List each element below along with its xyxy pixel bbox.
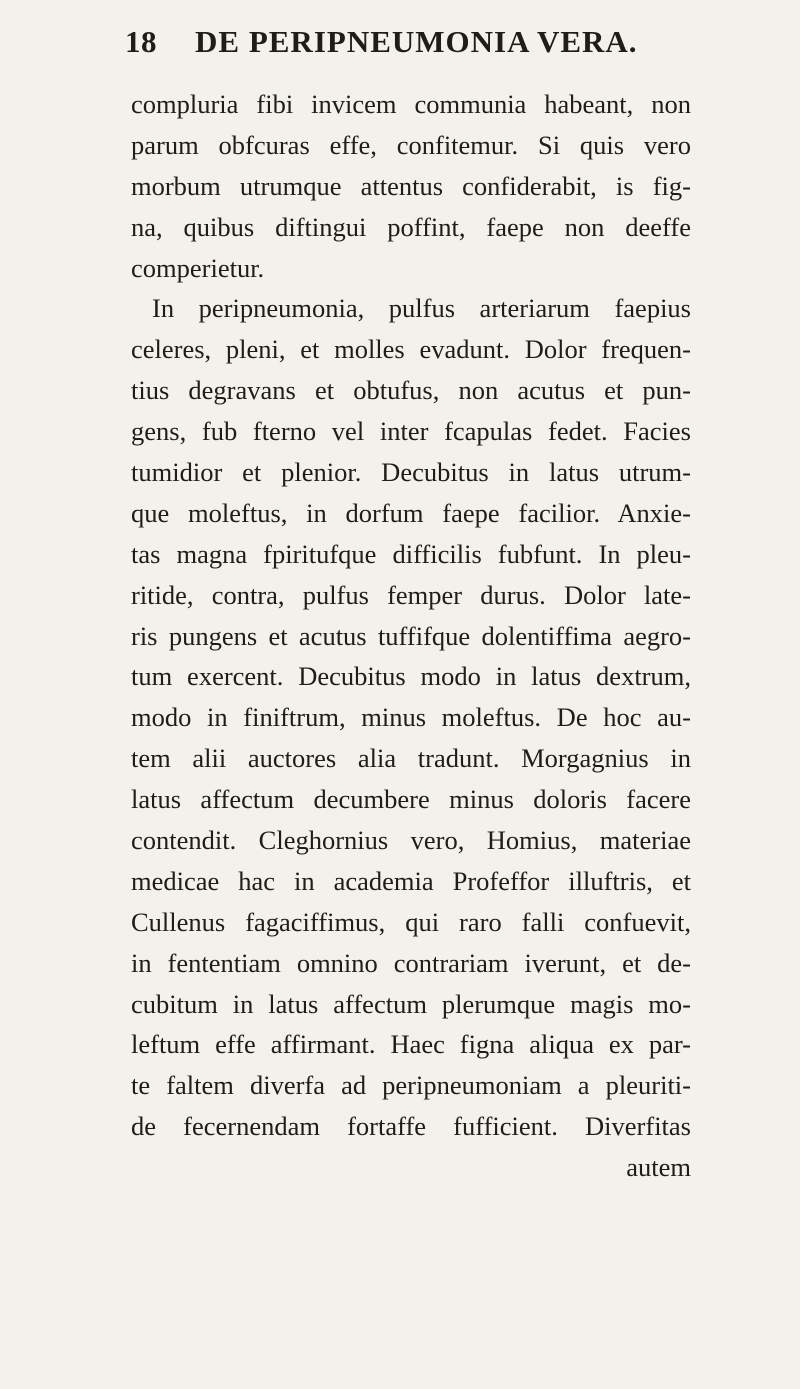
- text-line: in fententiam omnino contrariam iverunt, et de-: [131, 947, 691, 978]
- text-line: celeres, pleni, et molles evadunt. Dolor frequen-: [131, 334, 691, 365]
- text-line: latus affectum decumbere minus doloris facere: [131, 784, 691, 815]
- text-line: leftum effe affirmant. Haec figna aliqua ex par-: [131, 1029, 691, 1060]
- text-line: In peripneumonia, pulfus arteriarum faepius: [152, 293, 691, 324]
- text-line: parum obfcuras effe, confitemur. Si quis vero: [131, 129, 691, 160]
- text-line: te faltem diverfa ad peripneumoniam a pleuriti-: [131, 1070, 691, 1101]
- text-line: de fecernendam fortaffe fufficient. Diverfitas: [131, 1111, 691, 1142]
- text-line: gens, fub fterno vel inter fcapulas fedet. Facies: [131, 416, 691, 447]
- text-line: contendit. Cleghornius vero, Homius, materiae: [131, 825, 691, 856]
- text-line: tem alii auctores alia tradunt. Morgagnius in: [131, 743, 691, 774]
- text-line: tumidior et plenior. Decubitus in latus utrum-: [131, 457, 691, 488]
- text-line: ris pungens et acutus tuffifque dolentiffima aegro-: [131, 620, 691, 651]
- text-line: medicae hac in academia Profeffor illuftris, et: [131, 865, 691, 896]
- text-line: que moleftus, in dorfum faepe facilior. Anxie-: [131, 497, 691, 528]
- text-line: compluria fibi invicem communia habeant, non: [131, 89, 691, 119]
- text-line: tius degravans et obtufus, non acutus et pun-: [131, 375, 691, 406]
- page-number: 18: [125, 24, 157, 59]
- text-line: Cullenus fagaciffimus, qui raro falli confuevit,: [131, 906, 691, 937]
- text-line: na, quibus diftingui poffint, faepe non deeffe: [131, 211, 691, 242]
- text-line: comperietur.: [131, 252, 265, 283]
- text-line: modo in finiftrum, minus moleftus. De hoc au-: [131, 702, 691, 733]
- text-line: tas magna fpiritufque difficilis fubfunt. In pleu-: [131, 538, 691, 569]
- text-line: morbum utrumque attentus confiderabit, is fig-: [131, 170, 691, 201]
- text-line: tum exercent. Decubitus modo in latus dextrum,: [131, 661, 691, 692]
- body-text: [131, 84, 691, 1188]
- running-head: DE PERIPNEUMONIA VERA.: [195, 24, 638, 59]
- text-line: ritide, contra, pulfus femper durus. Dolor late-: [131, 579, 691, 610]
- catchword: autem: [626, 1152, 691, 1183]
- text-line: cubitum in latus affectum plerumque magis mo-: [131, 988, 691, 1019]
- page-header: [125, 24, 685, 74]
